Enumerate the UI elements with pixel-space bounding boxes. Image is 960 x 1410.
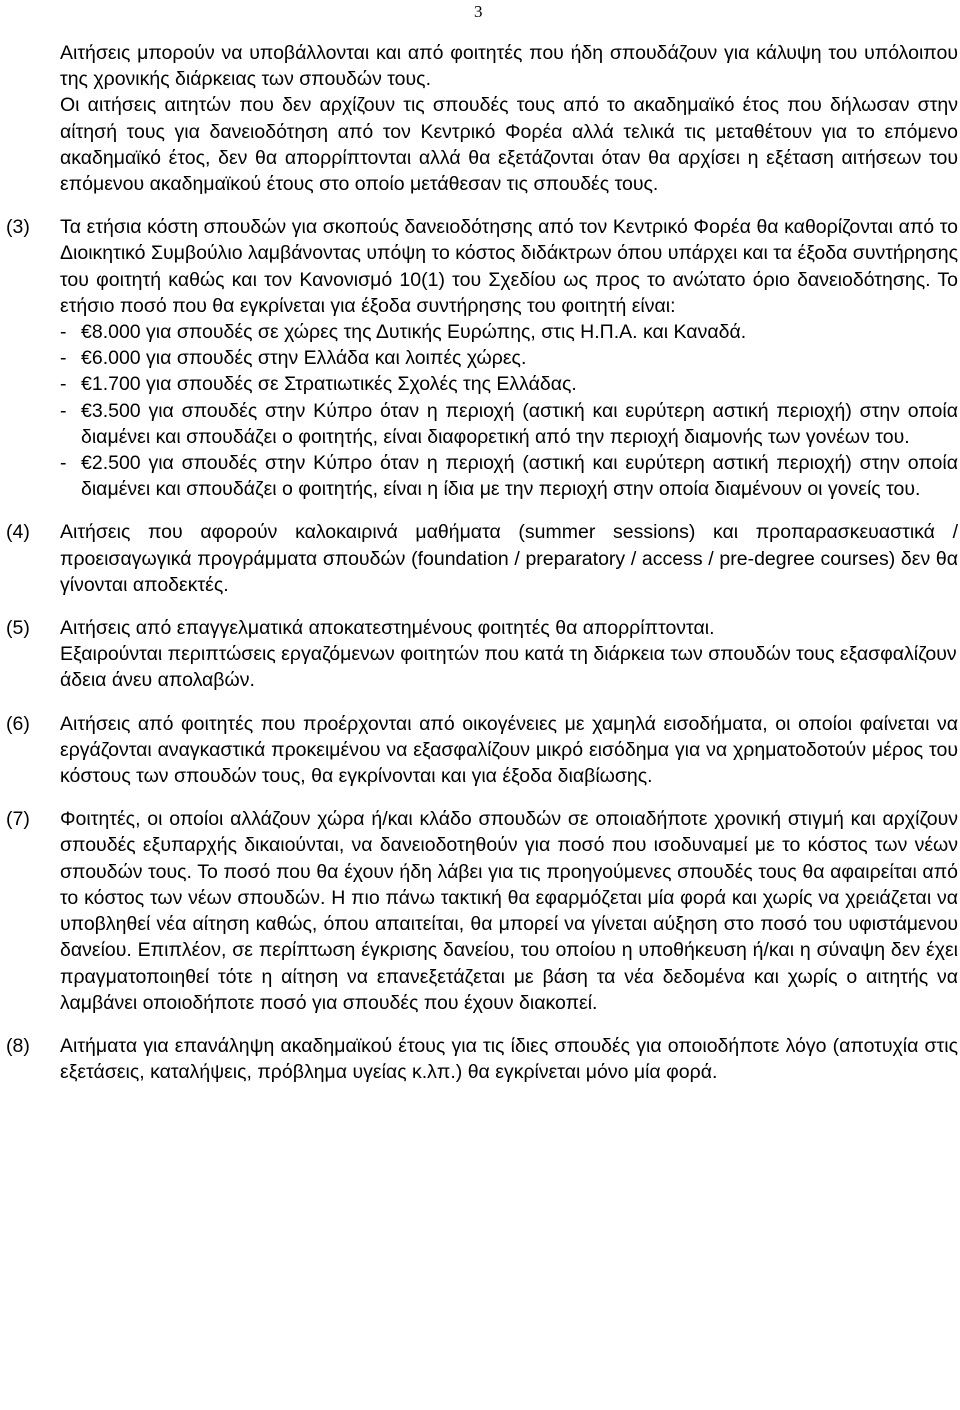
section-text: Αιτήματα για επανάληψη ακαδημαϊκού έτους για τις ίδιες σπουδές για οποιοδήποτε λόγο (αποτυχία στις εξετάσεις, καταλήψεις, πρόβλημα υγείας κ.λπ.) θα εγκρίνεται μόνο μία φορά.	[60, 1034, 958, 1084]
page-number: 3	[474, 2, 483, 21]
section-text: Αιτήσεις από φοιτητές που προέρχονται από οικογένειες με χαμηλά εισοδήματα, οι οποίοι φαίνεται να εργάζονται αναγκαστικά προκειμένου να εξασφαλίζουν μικρό εισόδημα για να χρηματοδοτούν μέρος του κόστους των σπουδών τους, θα εγκρίνονται και για έξοδα διαβίωσης.	[60, 712, 958, 788]
list-item-text: €1.700 για σπουδές σε Στρατιωτικές Σχολές της Ελλάδας.	[81, 373, 577, 396]
section-8	[0, 1033, 958, 1085]
section-number: (5)	[6, 617, 30, 640]
section-number: (6)	[6, 712, 30, 735]
section-text: Αιτήσεις από επαγγελματικά αποκατεστημένους φοιτητές θα απορρίπτονται.	[60, 617, 715, 640]
list-dash: -	[60, 373, 67, 396]
section-number: (3)	[6, 216, 30, 239]
list-item	[60, 450, 958, 502]
intro-paragraph-1: Αιτήσεις μπορούν να υποβάλλονται και από φοιτητές που ήδη σπουδάζουν για κάλυψη του υπόλοιπου της χρονικής διάρκειας των σπουδών τους.	[60, 42, 958, 91]
list-dash: -	[60, 452, 67, 475]
section-number: (7)	[6, 808, 30, 831]
section-number: (8)	[6, 1034, 30, 1057]
section-4	[0, 519, 958, 598]
list-item-text: €2.500 για σπουδές στην Κύπρο όταν η περιοχή (αστική και ευρύτερη αστική περιοχή) στην οποία διαμένει και σπουδάζει ο φοιτητής, είναι η ίδια με την περιοχή στην οποία διαμένουν οι γονείς του.	[81, 452, 958, 501]
list-dash: -	[60, 347, 67, 370]
intro-paragraph-2: Οι αιτήσεις αιτητών που δεν αρχίζουν τις σπουδές τους από το ακαδημαϊκό έτος που δήλωσαν στην αίτησή τους για δανειοδότηση από τον Κεντρικό Φορέα αλλά τελικά τις μεταθέτουν για το επόμενο ακαδημαϊκό έτος, δεν θα απορρίπτονται αλλά θα εξετάζονται όταν θα αρχίσει η εξέταση αιτήσεων του επόμενου ακαδημαϊκού έτους στο οποίο μετάθεσαν τις σπουδές τους.	[60, 94, 958, 196]
document-body	[0, 40, 960, 1085]
list-item	[60, 398, 958, 450]
list-dash: -	[60, 399, 67, 422]
section-text: Αιτήσεις που αφορούν καλοκαιρινά μαθήματα (summer sessions) και προπαρασκευαστικά / προεισαγωγικά προγράμματα σπουδών (foundation / preparatory / access / pre-degree courses) δεν θα γίνονται αποδεκτές.	[60, 521, 958, 596]
list-item	[60, 345, 958, 371]
section-7	[0, 806, 958, 1016]
section-6	[0, 711, 958, 790]
intro-block	[0, 40, 958, 197]
list-item-text: €3.500 για σπουδές στην Κύπρο όταν η περιοχή (αστική και ευρύτερη αστική περιοχή) στην οποία διαμένει και σπουδάζει ο φοιτητής, είναι διαφορετική από την περιοχή διαμονής των γονέων του.	[81, 399, 958, 448]
list-item	[60, 319, 958, 345]
list-item-text: €6.000 για σπουδές στην Ελλάδα και λοιπές χώρες.	[81, 347, 527, 370]
list-dash: -	[60, 321, 67, 344]
list-item-text: €8.000 για σπουδές σε χώρες της Δυτικής Ευρώπης, στις Η.Π.Α. και Καναδά.	[81, 321, 747, 344]
section-number: (4)	[6, 521, 30, 544]
section-5	[0, 615, 958, 694]
section-text-continued: Εξαιρούνται περιπτώσεις εργαζόμενων φοιτητών που κατά τη διάρκεια των σπουδών τους εξασφαλίζουν άδεια άνευ απολαβών.	[60, 643, 957, 692]
section-text: Φοιτητές, οι οποίοι αλλάζουν χώρα ή/και κλάδο σπουδών σε οποιαδήποτε χρονική στιγμή και αρχίζουν σπουδές εξυπαρχής δικαιούνται, να δανειοδοτηθούν για ποσό που ισοδυναμεί με το κόστος των νέων σπουδών τους. Το ποσό που θα έχουν ήδη λάβει για τις προηγούμενες σπουδές τους θα αφαιρείται από το κόστος των νέων σπουδών. Η πιο πάνω τακτική θα εφαρμόζεται μία φορά και χωρίς να χρειάζεται να υποβληθεί νέα αίτηση καθώς, όπου απαιτείται, θα μπορεί να γίνεται αύξηση στο ποσό του υφιστάμενου δανείου. Επιπλέον, σε περίπτωση έγκρισης δανείου, του οποίου η υποθήκευση ή/και η σύναψη δεν έχει πραγματοποιηθεί τότε η αίτηση να επανεξετάζεται με βάση τα νέα δεδομένα και χωρίς ο αιτητής να λαμβάνει οποιοδήποτε ποσό για σπουδές που έχουν διακοπεί.	[60, 808, 958, 1014]
list-item	[60, 371, 958, 397]
section-3	[0, 214, 958, 502]
section-text: Τα ετήσια κόστη σπουδών για σκοπούς δανειοδότησης από τον Κεντρικό Φορέα θα καθορίζονται από το Διοικητικό Συμβούλιο λαμβάνοντας υπόψη το κόστος διδάκτρων όπου υπάρχει και τα έξοδα συντήρησης του φοιτητή καθώς και τον Κανονισμό 10(1) του Σχεδίου ως προς το ανώτατο όριο δανειοδότησης. Το ετήσιο ποσό που θα εγκρίνεται για έξοδα συντήρησης του φοιτητή είναι:	[60, 216, 958, 317]
